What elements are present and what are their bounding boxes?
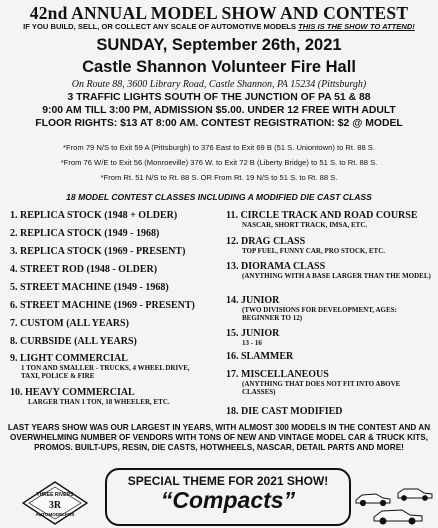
class-subtext: 13 - 16 [242, 339, 262, 347]
direction-line-2: *From 76 W/E to Exit 56 (Monroeville) 376 W. to Exit 72 B (Liberty Bridge) to 51 S. to Rt. 88 S. [60, 158, 378, 167]
class-item [226, 351, 293, 362]
class-item [226, 369, 432, 396]
info-line-admission: 9:00 AM TILL 3:00 PM, ADMISSION $5.00. UNDER 12 FREE WITH ADULT [42, 105, 396, 116]
info-line-floor-rights: FLOOR RIGHTS: $13 AT 8:00 AM. CONTEST REGISTRATION: $2 @ MODEL [35, 118, 403, 129]
car-icon [374, 510, 422, 524]
class-item [226, 261, 432, 280]
class-item [10, 264, 157, 275]
class-label: 2. REPLICA STOCK (1949 - 1968) [10, 228, 160, 239]
theme-title: SPECIAL THEME FOR 2021 SHOW! [127, 474, 329, 488]
class-item [10, 387, 170, 406]
class-item [10, 282, 169, 293]
class-item [10, 300, 195, 311]
class-label: 4. STREET ROD (1948 - OLDER) [10, 264, 158, 275]
direction-line-1: *From 79 N/S to Exit 59 A (Pittsburgh) to 376 East to Exit 69 B (51 S. Uniontown) to Rt. 88 S. [63, 143, 375, 152]
class-item [226, 295, 432, 322]
footer-line-1: LAST YEARS SHOW WAS OUR LARGEST IN YEARS, WITH ALMOST 300 MODELS IN THE CONTEST AND AN [7, 423, 431, 432]
class-label: 16. SLAMMER [226, 351, 294, 362]
class-subtext: (TWO DIVISIONS FOR DEVELOPMENT, AGES: BEGINNER TO 12) [242, 306, 397, 322]
show-title: 42nd ANNUAL MODEL SHOW AND CONTEST [29, 3, 409, 23]
class-item [10, 353, 191, 380]
class-subtext: NASCAR, SHORT TRACK, IMSA, ETC. [242, 221, 368, 229]
class-label: 5. STREET MACHINE (1949 - 1968) [10, 282, 169, 293]
class-label: 15. JUNIOR [226, 328, 280, 339]
class-label: 6. STREET MACHINE (1969 - PRESENT) [10, 300, 195, 311]
venue-address: On Route 88, 3600 Library Road, Castle Shannon, PA 15234 (Pittsburgh) [71, 79, 367, 90]
tagline-main: IF YOU BUILD, SELL, OR COLLECT ANY SCALE OF AUTOMOTIVE MODELS [23, 22, 299, 31]
logo-top-text: THREE RIVERS [36, 492, 74, 498]
tagline [0, 22, 438, 31]
class-label: 7. CUSTOM (ALL YEARS) [10, 318, 129, 329]
class-item [10, 336, 137, 347]
class-item [226, 210, 418, 229]
info-line-traffic: 3 TRAFFIC LIGHTS SOUTH OF THE JUNCTION OF PA 51 & 88 [67, 92, 371, 103]
direction-line-3: *From Rt. 51 N/S to Rt. 88 S. OR From Rt. 19 N/S to 51 S. to Rt. 88 S. [100, 173, 338, 182]
class-label: 18. DIE CAST MODIFIED [226, 406, 343, 417]
class-item [226, 236, 385, 255]
class-item [10, 210, 177, 221]
class-item [226, 406, 343, 417]
class-label: 13. DIORAMA CLASS [226, 261, 326, 272]
class-label: 1. REPLICA STOCK (1948 + OLDER) [10, 210, 178, 221]
class-item [226, 328, 279, 347]
class-label: 11. CIRCLE TRACK AND ROAD COURSE [226, 210, 418, 221]
class-label: 17. MISCELLANEOUS [226, 369, 329, 380]
car-icon [398, 489, 432, 500]
class-subtext: LARGER THAN 1 TON, 18 WHEELER, ETC. [28, 398, 170, 406]
footer-text [6, 423, 432, 453]
class-subtext: (ANYTHING WITH A BASE LARGER THAN THE MODEL) [242, 272, 431, 280]
class-label: 10. HEAVY COMMERCIAL [10, 387, 135, 398]
logo-mid-text: 3R [48, 500, 62, 511]
venue-name: Castle Shannon Volunteer Fire Hall [82, 58, 356, 76]
class-label: 8. CURBSIDE (ALL YEARS) [10, 336, 137, 347]
car-icon [356, 494, 390, 506]
class-subtext: 1 TON AND SMALLER - TRUCKS, 4 WHEEL DRIVE, TAXI, POLICE & FIRE [21, 364, 190, 380]
car-illustrations [352, 486, 436, 526]
footer-line-3: PROMOS. BUILT-UPS, RESIN, DIE CASTS, HOTWHEELS, NASCAR, DETAIL PARTS AND MORE! [34, 443, 404, 452]
class-item [10, 246, 185, 257]
class-label: 3. REPLICA STOCK (1969 - PRESENT) [10, 246, 186, 257]
three-rivers-logo [22, 481, 88, 525]
footer-line-2: OVERWHELMING NUMBER OF VENDORS WITH TONS OF NEW AND VINTAGE MODEL CAR & TRUCK KITS, [9, 433, 429, 442]
tagline-emphasis: THIS IS THE SHOW TO ATTEND! [298, 22, 415, 31]
logo-bottom-text: AUTOMODELERS [35, 512, 75, 517]
theme-name: “Compacts” [160, 487, 296, 513]
class-item [10, 318, 129, 329]
show-date: SUNDAY, September 26th, 2021 [96, 36, 342, 54]
theme-box [105, 468, 351, 526]
class-subtext: (ANYTHING THAT DOES NOT FIT INTO ABOVE CLASSES) [242, 380, 401, 396]
class-item [10, 228, 159, 239]
classes-title: 18 MODEL CONTEST CLASSES INCLUDING A MODIFIED DIE CAST CLASS [66, 192, 372, 202]
class-subtext: TOP FUEL, FUNNY CAR, PRO STOCK, ETC. [242, 247, 385, 255]
class-label: 12. DRAG CLASS [226, 236, 306, 247]
class-label: 9. LIGHT COMMERCIAL [10, 353, 128, 364]
class-label: 14. JUNIOR [226, 295, 280, 306]
